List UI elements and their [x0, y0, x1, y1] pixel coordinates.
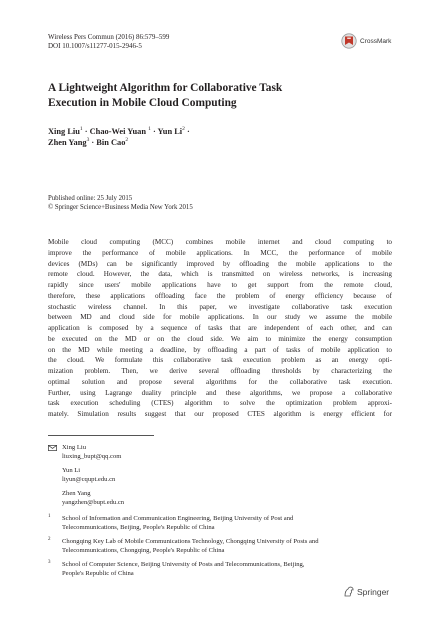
abstract-line: optimal solution and propose several algorithms for the collaborative task execution.: [48, 377, 392, 386]
springer-logo: [343, 586, 389, 597]
doi[interactable]: DOI 10.1007/s11277-015-2946-5: [48, 42, 142, 50]
abstract-line: mately. Simulation results suggest that our proposed CTES algorithm is energy efficient for: [48, 410, 392, 418]
abstract-line: between MD and cloud side for mobile applications. In our study we assume the mobile: [48, 313, 392, 322]
abstract-line: improve the performance of mobile applications. In MCC, the performance of mobile: [48, 248, 392, 257]
affiliation-line: People's Republic of China: [62, 569, 134, 577]
corresponding-authors: [48, 444, 124, 507]
abstract-line: on the MD while meeting a deadline, by offloading a part of tasks of mobile application to: [48, 345, 392, 354]
abstract-line: rapidly since users' mobile applications have to get support from the remote cloud,: [48, 281, 392, 289]
published-date: Published online: 25 July 2015: [48, 195, 133, 202]
abstract-line: therefore, these applications offloading face the problem of energy efficiency because of: [48, 291, 392, 300]
crossmark-badge[interactable]: [341, 33, 391, 49]
contact-email[interactable]: yangzhen@bupt.edu.cn: [62, 498, 125, 506]
springer-horse-icon: [343, 586, 355, 597]
author-separator: ·: [82, 127, 90, 136]
author-name: Chao-Wei Yuan: [89, 127, 147, 136]
abstract-line: stochastic wireless channel. In this paper, we investigate collaborative task execution: [48, 302, 392, 311]
title-line: A Lightweight Algorithm for Collaborative Task: [48, 82, 283, 94]
footnote-divider: [48, 435, 154, 436]
publication-info: [48, 194, 193, 212]
author-name: Bin Cao: [96, 138, 126, 147]
author-name: Xing Liu: [48, 127, 80, 136]
contact-name: Xing Liu: [62, 444, 86, 451]
crossmark-label: CrossMark: [360, 37, 392, 45]
title-line: Execution in Mobile Cloud Computing: [48, 97, 237, 109]
author-name: Zhen Yang: [48, 138, 87, 147]
publisher-name: Springer: [357, 586, 390, 597]
journal-citation: Wireless Pers Commun (2016) 86:579–599: [48, 33, 170, 41]
author-list: [48, 126, 190, 148]
abstract-line: task execution scheduling (CTES) algorithm to solve the optimization problem approxi-: [48, 399, 392, 408]
author-affil-marker: 3: [86, 137, 90, 143]
author-affil-marker: 1: [79, 126, 83, 132]
affiliation-line: School of Computer Science, Beijing University of Posts and Telecommunications, Beijing,: [62, 561, 305, 568]
abstract-line: application is composed by a sequence of tasks that are independent of each other, and can: [48, 324, 392, 332]
author-name: Yun Li: [157, 127, 183, 136]
affiliation-line: School of Information and Communication Engineering, Beijing University of Post and: [62, 515, 294, 522]
affiliation-number: 2: [48, 537, 51, 542]
affiliation-line: Chongqing Key Lab of Mobile Communications Technology, Chongqing University of Posts and: [62, 538, 319, 545]
contact-name: Zhen Yang: [62, 489, 91, 497]
author-separator: ·: [150, 127, 158, 136]
abstract-line: Mobile cloud computing (MCC) combines mobile internet and cloud computing to: [48, 238, 392, 246]
abstract-line: remote cloud. However, the data, which is transmitted on wireless networks, is increasing: [48, 270, 392, 279]
abstract-line: mization problem. Then, we derive several offloading thresholds by characterizing the: [48, 367, 392, 375]
author-separator: ·: [184, 127, 190, 136]
affiliation-number: 3: [48, 560, 51, 565]
envelope-icon: [48, 445, 57, 451]
paper-title: [48, 81, 348, 111]
abstract-line: Further, using Lagrange duality principle and these algorithms, we propose a collaborative: [48, 388, 392, 397]
author-affil-marker: 1: [148, 126, 151, 132]
abstract-line: the cloud. We formulate this collaborative task execution problem as an energy opti-: [48, 356, 392, 365]
contact-name: Yun Li: [62, 466, 81, 474]
author-separator: ·: [89, 138, 97, 147]
affiliation-line: Telecommunications, Chongqing, People's Republic of China: [62, 546, 225, 554]
affiliation-line: Telecommunications, Beijing, People's Republic of China: [62, 523, 215, 531]
abstract: [48, 237, 392, 420]
author-affil-marker: 2: [125, 137, 129, 143]
crossmark-icon: [341, 33, 357, 49]
affiliation-number: 1: [48, 514, 51, 519]
abstract-line: be executed on the MD or on the cloud side. We aim to minimize the energy consumption: [48, 334, 392, 343]
contact-email[interactable]: liuxing_bupt@qq.com: [62, 452, 122, 460]
contact-email[interactable]: liyun@cqupt.edu.cn: [62, 475, 116, 483]
author-affil-marker: 2: [182, 126, 185, 132]
copyright-notice: © Springer Science+Business Media New York 2015: [48, 204, 193, 211]
abstract-line: devices (MDs) can be significantly improved by offloading the mobile applications to the: [48, 259, 392, 268]
